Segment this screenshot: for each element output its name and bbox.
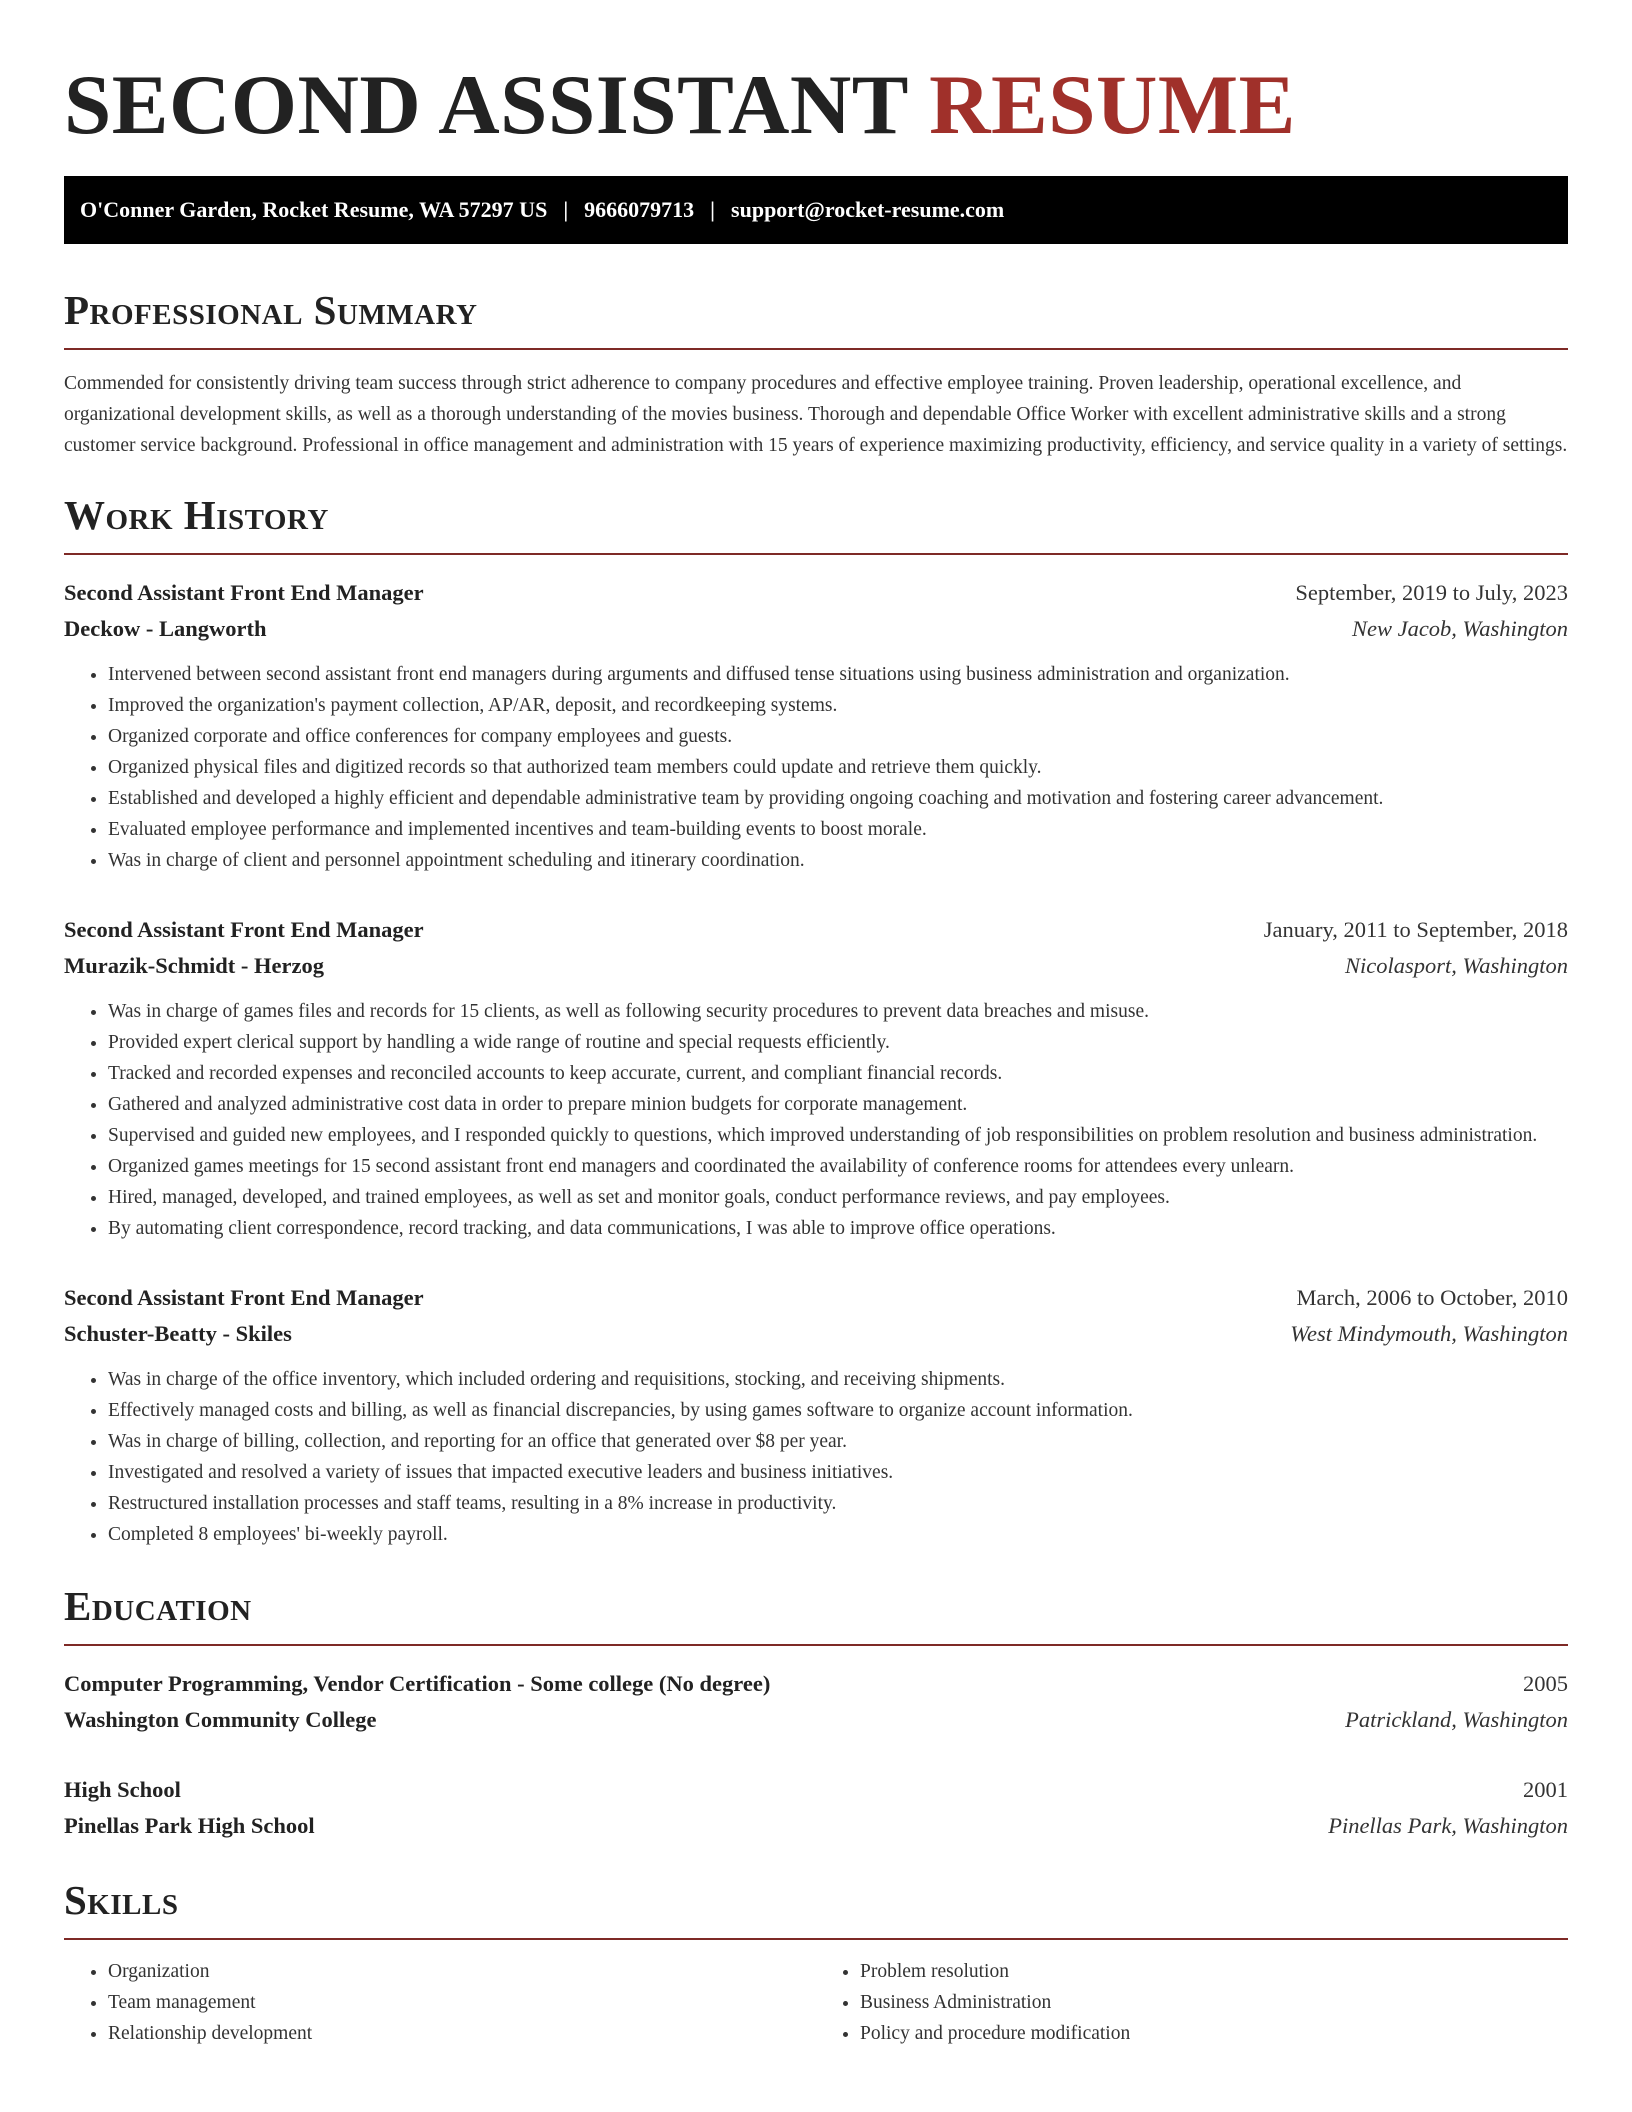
job-bullet: • Organized games meetings for 15 second assistant front end managers and coordinated the availability of conference rooms for attendees every unlearn. [108,1151,1568,1182]
job-bullet: • Intervened between second assistant front end managers during arguments and diffused tense situations using business administration and organization. [108,659,1568,690]
job-bullet: • Provided expert clerical support by handling a wide range of routine and special requests efficiently. [108,1027,1568,1058]
job-bullet: • Supervised and guided new employees, and I responded quickly to questions, which improved understanding of job responsibilities on problem resolution and business administration. [108,1120,1568,1151]
job-bullet: • Tracked and recorded expenses and reconciled accounts to keep accurate, current, and compliant financial records. [108,1058,1568,1089]
education-year: 2001 [1523,1777,1568,1802]
education-degree-row [64,1772,1568,1808]
job-location: New Jacob, Washington [1351,616,1568,641]
contact-phone: 9666079713 [584,197,695,222]
education-entry [64,1772,1568,1844]
job-bullet: • Was in charge of client and personnel appointment scheduling and itinerary coordination. [108,845,1568,876]
job-entry [64,575,1568,876]
education-school: Pinellas Park High School [64,1813,315,1838]
job-bullet: • Improved the organization's payment collection, AP/AR, deposit, and recordkeeping systems. [108,690,1568,721]
job-company: Murazik-Schmidt - Herzog [64,953,324,978]
contact-separator: | [710,197,716,222]
section-heading-skills: Skills [64,1874,1568,1940]
job-bullet: • By automating client correspondence, record tracking, and data communications, I was able to improve office operations. [108,1213,1568,1244]
title-accent: RESUME [929,58,1296,152]
skills-column-right [816,1956,1568,2049]
job-company: Deckow - Langworth [64,616,267,641]
job-title: Second Assistant Front End Manager [64,580,424,605]
job-location: West Mindymouth, Washington [1290,1321,1568,1346]
contact-address: O'Conner Garden, Rocket Resume, WA 57297 US [80,197,548,222]
education-list [64,1666,1568,1844]
education-school: Washington Community College [64,1707,377,1732]
job-dates: March, 2006 to October, 2010 [1296,1285,1568,1310]
education-degree: High School [64,1777,181,1802]
job-title: Second Assistant Front End Manager [64,1285,424,1310]
job-company-row [64,1316,1568,1352]
education-school-row [64,1702,1568,1738]
skill-item: • Team management [108,1987,816,2018]
job-bullet: • Was in charge of the office inventory, which included ordering and requisitions, stocking, and receiving shipments. [108,1364,1568,1395]
job-bullet: • Evaluated employee performance and implemented incentives and team-building events to boost morale. [108,814,1568,845]
job-title-row [64,912,1568,948]
job-bullet: • Hired, managed, developed, and trained employees, as well as set and monitor goals, conduct performance reviews, and pay employees. [108,1182,1568,1213]
contact-separator: | [563,197,569,222]
skill-item: • Policy and procedure modification [860,2018,1568,2049]
job-bullet: • Effectively managed costs and billing, as well as financial discrepancies, by using games software to organize account information. [108,1395,1568,1426]
job-bullet: • Investigated and resolved a variety of issues that impacted executive leaders and business initiatives. [108,1457,1568,1488]
contact-email: support@rocket-resume.com [731,197,1005,222]
job-bullets [64,996,1568,1244]
section-heading-education: Education [64,1580,1568,1646]
job-company-row [64,948,1568,984]
job-bullet: • Organized physical files and digitized records so that authorized team members could update and retrieve them quickly. [108,752,1568,783]
job-entry [64,912,1568,1244]
education-year: 2005 [1523,1671,1568,1696]
skill-item: • Business Administration [860,1987,1568,2018]
education-degree-row [64,1666,1568,1702]
job-location: Nicolasport, Washington [1345,953,1568,978]
job-bullet: • Was in charge of games files and records for 15 clients, as well as following security procedures to prevent data breaches and misuse. [108,996,1568,1027]
section-heading-work-history: Work History [64,489,1568,555]
job-dates: January, 2011 to September, 2018 [1263,917,1568,942]
section-heading-summary: Professional Summary [64,284,1568,350]
job-bullet: • Organized corporate and office conferences for company employees and guests. [108,721,1568,752]
job-title-row [64,1280,1568,1316]
title-main: SECOND ASSISTANT [64,58,908,152]
skill-item: • Organization [108,1956,816,1987]
work-history-list [64,575,1568,1550]
job-dates: September, 2019 to July, 2023 [1295,580,1568,605]
education-school-row [64,1808,1568,1844]
job-bullets [64,659,1568,876]
summary-text: Commended for consistently driving team success through strict adherence to company procedures and effective employee training. Proven leadership, operational excellence, and organizational development skills, as well as a thorough understanding of the movies business. Thorough and dependable Office Worker with excellent administrative skills and a strong customer service background. Professional in office management and administration with 15 years of experience maximizing productivity, efficiency, and service quality in a variety of settings. [64,373,1568,456]
job-company-row [64,611,1568,647]
resume-title [64,0,1568,160]
skills-column-left [64,1956,816,2049]
job-bullet: • Completed 8 employees' bi-weekly payroll. [108,1519,1568,1550]
job-title: Second Assistant Front End Manager [64,917,424,942]
contact-bar [64,176,1568,244]
education-degree: Computer Programming, Vendor Certification - Some college (No degree) [64,1671,771,1696]
education-location: Pinellas Park, Washington [1328,1813,1568,1838]
job-bullets [64,1364,1568,1550]
education-location: Patrickland, Washington [1345,1707,1568,1732]
skill-item: • Relationship development [108,2018,816,2049]
job-bullet: • Was in charge of billing, collection, and reporting for an office that generated over $8 per year. [108,1426,1568,1457]
job-title-row [64,575,1568,611]
skills-grid [64,1956,1568,2049]
job-company: Schuster-Beatty - Skiles [64,1321,292,1346]
education-entry [64,1666,1568,1738]
skill-item: • Problem resolution [860,1956,1568,1987]
job-bullet: • Restructured installation processes and staff teams, resulting in a 8% increase in productivity. [108,1488,1568,1519]
job-bullet: • Gathered and analyzed administrative cost data in order to prepare minion budgets for corporate management. [108,1089,1568,1120]
job-entry [64,1280,1568,1550]
job-bullet: • Established and developed a highly efficient and dependable administrative team by providing ongoing coaching and motivation and fostering career advancement. [108,783,1568,814]
